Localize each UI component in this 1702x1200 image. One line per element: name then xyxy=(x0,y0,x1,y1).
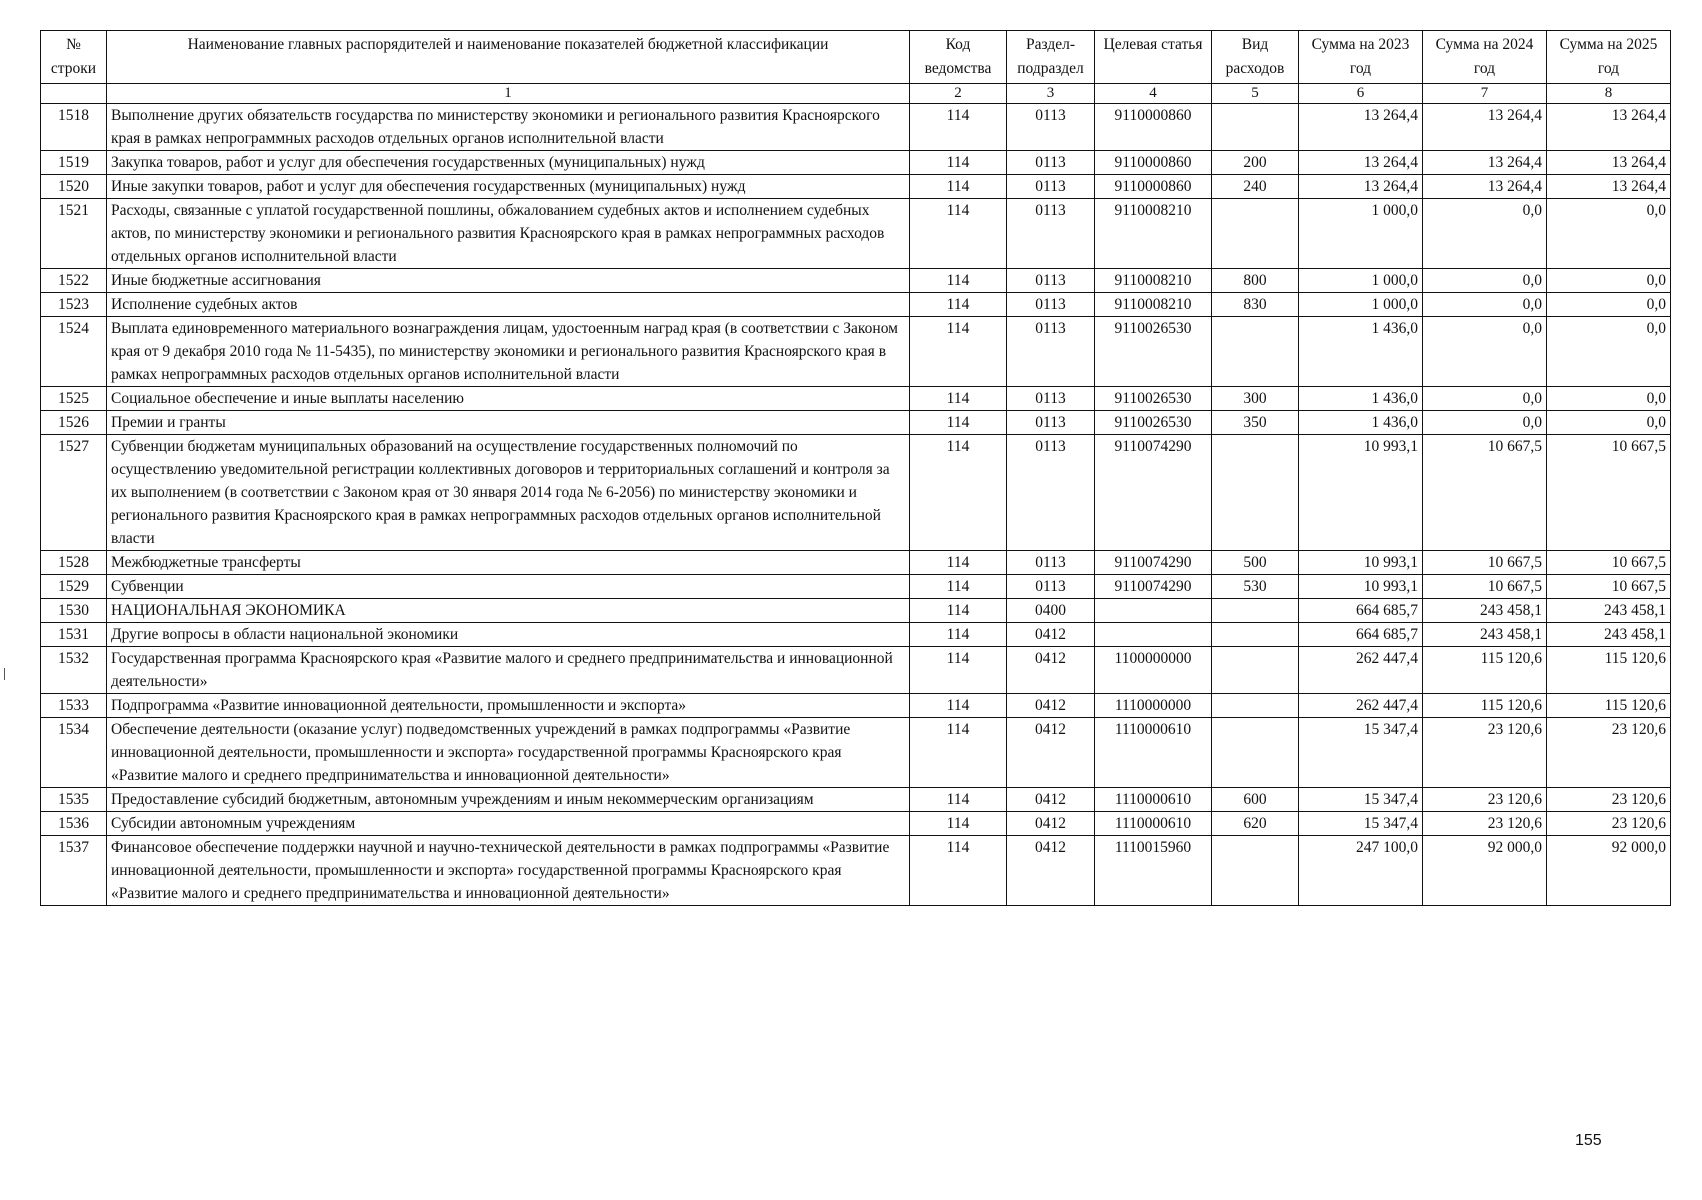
row-sum-2025: 115 120,6 xyxy=(1547,647,1671,694)
row-number: 1525 xyxy=(41,387,107,411)
header-dept-code: Код ведомства xyxy=(910,31,1007,84)
header-sum-2024: Сумма на 2024 год xyxy=(1423,31,1547,84)
row-dept-code: 114 xyxy=(910,788,1007,812)
row-expense-type xyxy=(1212,623,1299,647)
row-sum-2025: 243 458,1 xyxy=(1547,599,1671,623)
row-sum-2023: 15 347,4 xyxy=(1299,788,1423,812)
row-expense-type: 350 xyxy=(1212,411,1299,435)
row-sum-2025: 13 264,4 xyxy=(1547,151,1671,175)
row-expense-type xyxy=(1212,694,1299,718)
row-name: Другие вопросы в области национальной экономики xyxy=(107,623,910,647)
row-number: 1535 xyxy=(41,788,107,812)
row-target: 9110074290 xyxy=(1095,575,1212,599)
row-sum-2024: 92 000,0 xyxy=(1423,836,1547,906)
row-name: Субсидии автономным учреждениям xyxy=(107,812,910,836)
column-number: 6 xyxy=(1299,84,1423,104)
column-number: 3 xyxy=(1007,84,1095,104)
row-section: 0113 xyxy=(1007,435,1095,551)
row-sum-2025: 0,0 xyxy=(1547,387,1671,411)
row-sum-2024: 0,0 xyxy=(1423,387,1547,411)
row-target: 9110074290 xyxy=(1095,551,1212,575)
row-expense-type: 620 xyxy=(1212,812,1299,836)
budget-sheet xyxy=(40,30,1670,906)
row-sum-2024: 0,0 xyxy=(1423,293,1547,317)
row-sum-2024: 115 120,6 xyxy=(1423,647,1547,694)
row-name: Исполнение судебных актов xyxy=(107,293,910,317)
row-section: 0412 xyxy=(1007,836,1095,906)
row-sum-2025: 13 264,4 xyxy=(1547,104,1671,151)
row-sum-2023: 1 436,0 xyxy=(1299,387,1423,411)
row-sum-2023: 10 993,1 xyxy=(1299,435,1423,551)
row-name: Финансовое обеспечение поддержки научной и научно-технической деятельности в рамках подпрограммы «Развитие инновационной деятельности, промышленности и экспорта» государственной программы Красноярского края «Развитие малого и среднего предпринимательства и инновационной деятельности» xyxy=(107,836,910,906)
row-dept-code: 114 xyxy=(910,599,1007,623)
column-number: 7 xyxy=(1423,84,1547,104)
row-name: Премии и гранты xyxy=(107,411,910,435)
row-sum-2024: 23 120,6 xyxy=(1423,812,1547,836)
row-expense-type: 200 xyxy=(1212,151,1299,175)
column-number: 8 xyxy=(1547,84,1671,104)
row-number: 1524 xyxy=(41,317,107,387)
row-sum-2024: 0,0 xyxy=(1423,317,1547,387)
row-dept-code: 114 xyxy=(910,175,1007,199)
row-number: 1536 xyxy=(41,812,107,836)
row-target: 1110000610 xyxy=(1095,812,1212,836)
row-section: 0113 xyxy=(1007,575,1095,599)
row-expense-type xyxy=(1212,647,1299,694)
row-name: Государственная программа Красноярского края «Развитие малого и среднего предпринимательства и инновационной деятельности» xyxy=(107,647,910,694)
row-dept-code: 114 xyxy=(910,317,1007,387)
table-row xyxy=(41,199,1671,269)
table-row xyxy=(41,175,1671,199)
row-name: Подпрограмма «Развитие инновационной деятельности, промышленности и экспорта» xyxy=(107,694,910,718)
row-sum-2024: 23 120,6 xyxy=(1423,788,1547,812)
row-section: 0113 xyxy=(1007,175,1095,199)
row-sum-2025: 23 120,6 xyxy=(1547,812,1671,836)
row-target: 9110008210 xyxy=(1095,269,1212,293)
table-row xyxy=(41,812,1671,836)
table-row xyxy=(41,788,1671,812)
row-number: 1520 xyxy=(41,175,107,199)
row-sum-2025: 92 000,0 xyxy=(1547,836,1671,906)
page-number: 155 xyxy=(1575,1132,1602,1149)
row-target: 1110015960 xyxy=(1095,836,1212,906)
column-number xyxy=(41,84,107,104)
row-dept-code: 114 xyxy=(910,387,1007,411)
row-expense-type xyxy=(1212,718,1299,788)
row-sum-2024: 115 120,6 xyxy=(1423,694,1547,718)
table-row xyxy=(41,104,1671,151)
row-sum-2023: 1 000,0 xyxy=(1299,293,1423,317)
row-dept-code: 114 xyxy=(910,551,1007,575)
row-sum-2025: 115 120,6 xyxy=(1547,694,1671,718)
row-target: 9110026530 xyxy=(1095,387,1212,411)
row-section: 0113 xyxy=(1007,293,1095,317)
row-sum-2023: 1 000,0 xyxy=(1299,199,1423,269)
row-target xyxy=(1095,599,1212,623)
row-expense-type xyxy=(1212,104,1299,151)
row-name: Выполнение других обязательств государства по министерству экономики и регионального развития Красноярского края в рамках непрограммных расходов отдельных органов исполнительной власти xyxy=(107,104,910,151)
table-row xyxy=(41,694,1671,718)
row-sum-2024: 0,0 xyxy=(1423,411,1547,435)
row-expense-type: 830 xyxy=(1212,293,1299,317)
row-name: Субвенции xyxy=(107,575,910,599)
row-sum-2025: 23 120,6 xyxy=(1547,718,1671,788)
row-number: 1529 xyxy=(41,575,107,599)
row-number: 1519 xyxy=(41,151,107,175)
row-target: 1100000000 xyxy=(1095,647,1212,694)
row-sum-2024: 10 667,5 xyxy=(1423,575,1547,599)
column-number: 1 xyxy=(107,84,910,104)
row-name: Обеспечение деятельности (оказание услуг) подведомственных учреждений в рамках подпрограммы «Развитие инновационной деятельности, промышленности и экспорта» государственной программы Красноярского края «Развитие малого и среднего предпринимательства и инновационной деятельности» xyxy=(107,718,910,788)
row-target: 9110000860 xyxy=(1095,151,1212,175)
row-dept-code: 114 xyxy=(910,293,1007,317)
row-expense-type: 300 xyxy=(1212,387,1299,411)
header-expense-type: Вид расходов xyxy=(1212,31,1299,84)
row-sum-2024: 13 264,4 xyxy=(1423,104,1547,151)
row-dept-code: 114 xyxy=(910,812,1007,836)
row-sum-2023: 10 993,1 xyxy=(1299,551,1423,575)
row-expense-type xyxy=(1212,199,1299,269)
row-target: 9110008210 xyxy=(1095,199,1212,269)
row-sum-2023: 15 347,4 xyxy=(1299,718,1423,788)
row-section: 0113 xyxy=(1007,151,1095,175)
row-target: 1110000000 xyxy=(1095,694,1212,718)
table-row xyxy=(41,411,1671,435)
column-numbers-row xyxy=(41,84,1671,104)
row-sum-2023: 664 685,7 xyxy=(1299,599,1423,623)
row-sum-2025: 23 120,6 xyxy=(1547,788,1671,812)
row-dept-code: 114 xyxy=(910,836,1007,906)
margin-mark xyxy=(4,668,5,680)
row-sum-2023: 13 264,4 xyxy=(1299,104,1423,151)
row-target: 9110074290 xyxy=(1095,435,1212,551)
header-name: Наименование главных распорядителей и наименование показателей бюджетной классификации xyxy=(107,31,910,84)
row-target: 9110026530 xyxy=(1095,317,1212,387)
row-name: Закупка товаров, работ и услуг для обеспечения государственных (муниципальных) нужд xyxy=(107,151,910,175)
row-sum-2024: 23 120,6 xyxy=(1423,718,1547,788)
row-expense-type xyxy=(1212,317,1299,387)
row-dept-code: 114 xyxy=(910,647,1007,694)
row-sum-2024: 10 667,5 xyxy=(1423,435,1547,551)
row-dept-code: 114 xyxy=(910,575,1007,599)
table-row xyxy=(41,269,1671,293)
table-row xyxy=(41,599,1671,623)
row-number: 1534 xyxy=(41,718,107,788)
row-sum-2023: 664 685,7 xyxy=(1299,623,1423,647)
row-dept-code: 114 xyxy=(910,199,1007,269)
column-number: 4 xyxy=(1095,84,1212,104)
row-dept-code: 114 xyxy=(910,411,1007,435)
row-number: 1531 xyxy=(41,623,107,647)
table-row xyxy=(41,387,1671,411)
row-expense-type xyxy=(1212,599,1299,623)
row-number: 1533 xyxy=(41,694,107,718)
row-dept-code: 114 xyxy=(910,623,1007,647)
row-dept-code: 114 xyxy=(910,269,1007,293)
row-dept-code: 114 xyxy=(910,694,1007,718)
row-sum-2025: 13 264,4 xyxy=(1547,175,1671,199)
row-name: Предоставление субсидий бюджетным, автономным учреждениям и иным некоммерческим организациям xyxy=(107,788,910,812)
row-expense-type xyxy=(1212,836,1299,906)
row-sum-2025: 10 667,5 xyxy=(1547,575,1671,599)
row-name: Расходы, связанные с уплатой государственной пошлины, обжалованием судебных актов и исполнением судебных актов, по министерству экономики и регионального развития Красноярского края в рамках непрограммных расходов отдельных органов исполнительной власти xyxy=(107,199,910,269)
row-sum-2025: 243 458,1 xyxy=(1547,623,1671,647)
row-name: Иные бюджетные ассигнования xyxy=(107,269,910,293)
row-target: 1110000610 xyxy=(1095,788,1212,812)
row-sum-2025: 0,0 xyxy=(1547,269,1671,293)
row-sum-2024: 243 458,1 xyxy=(1423,623,1547,647)
row-section: 0400 xyxy=(1007,599,1095,623)
row-sum-2023: 1 000,0 xyxy=(1299,269,1423,293)
row-sum-2023: 247 100,0 xyxy=(1299,836,1423,906)
header-sum-2025: Сумма на 2025 год xyxy=(1547,31,1671,84)
row-sum-2025: 10 667,5 xyxy=(1547,435,1671,551)
table-row xyxy=(41,575,1671,599)
row-number: 1530 xyxy=(41,599,107,623)
row-name: Иные закупки товаров, работ и услуг для обеспечения государственных (муниципальных) нужд xyxy=(107,175,910,199)
table-row xyxy=(41,293,1671,317)
row-number: 1522 xyxy=(41,269,107,293)
row-expense-type: 530 xyxy=(1212,575,1299,599)
row-name: НАЦИОНАЛЬНАЯ ЭКОНОМИКА xyxy=(107,599,910,623)
table-row xyxy=(41,551,1671,575)
row-name: Социальное обеспечение и иные выплаты населению xyxy=(107,387,910,411)
budget-table-body xyxy=(41,104,1671,906)
row-expense-type: 800 xyxy=(1212,269,1299,293)
row-sum-2023: 262 447,4 xyxy=(1299,647,1423,694)
row-section: 0412 xyxy=(1007,694,1095,718)
row-name: Выплата единовременного материального вознаграждения лицам, удостоенным наград края (в соответствии с Законом края от 9 декабря 2010 года № 11-5435), по министерству экономики и регионального развития Красноярского края в рамках непрограммных расходов отдельных органов исполнительной власти xyxy=(107,317,910,387)
column-number: 5 xyxy=(1212,84,1299,104)
row-number: 1532 xyxy=(41,647,107,694)
row-section: 0412 xyxy=(1007,623,1095,647)
row-sum-2024: 0,0 xyxy=(1423,269,1547,293)
row-sum-2025: 0,0 xyxy=(1547,411,1671,435)
budget-table xyxy=(40,30,1671,906)
header-section: Раздел-подраздел xyxy=(1007,31,1095,84)
row-sum-2023: 15 347,4 xyxy=(1299,812,1423,836)
row-name: Межбюджетные трансферты xyxy=(107,551,910,575)
row-number: 1526 xyxy=(41,411,107,435)
table-row xyxy=(41,151,1671,175)
header-row xyxy=(41,31,1671,84)
row-expense-type: 600 xyxy=(1212,788,1299,812)
row-sum-2024: 13 264,4 xyxy=(1423,175,1547,199)
row-section: 0113 xyxy=(1007,269,1095,293)
row-sum-2023: 1 436,0 xyxy=(1299,317,1423,387)
row-section: 0113 xyxy=(1007,104,1095,151)
header-row-no: № строки xyxy=(41,31,107,84)
row-number: 1518 xyxy=(41,104,107,151)
row-section: 0113 xyxy=(1007,317,1095,387)
row-sum-2025: 10 667,5 xyxy=(1547,551,1671,575)
row-dept-code: 114 xyxy=(910,104,1007,151)
row-sum-2025: 0,0 xyxy=(1547,293,1671,317)
row-target: 9110026530 xyxy=(1095,411,1212,435)
row-sum-2024: 10 667,5 xyxy=(1423,551,1547,575)
header-sum-2023: Сумма на 2023 год xyxy=(1299,31,1423,84)
row-dept-code: 114 xyxy=(910,435,1007,551)
row-number: 1523 xyxy=(41,293,107,317)
row-section: 0412 xyxy=(1007,812,1095,836)
row-expense-type: 500 xyxy=(1212,551,1299,575)
row-sum-2025: 0,0 xyxy=(1547,199,1671,269)
row-expense-type xyxy=(1212,435,1299,551)
row-name: Субвенции бюджетам муниципальных образований на осуществление государственных полномочий по осуществлению уведомительной регистрации коллективных договоров и территориальных соглашений и контроля за их выполнением (в соответствии с Законом края от 30 января 2014 года № 6-2056) по министерству экономики и регионального развития Красноярского края в рамках непрограммных расходов отдельных органов исполнительной власти xyxy=(107,435,910,551)
row-expense-type: 240 xyxy=(1212,175,1299,199)
row-number: 1521 xyxy=(41,199,107,269)
row-section: 0412 xyxy=(1007,647,1095,694)
row-section: 0113 xyxy=(1007,411,1095,435)
row-target xyxy=(1095,623,1212,647)
row-sum-2024: 13 264,4 xyxy=(1423,151,1547,175)
row-section: 0113 xyxy=(1007,551,1095,575)
row-sum-2024: 243 458,1 xyxy=(1423,599,1547,623)
row-sum-2023: 10 993,1 xyxy=(1299,575,1423,599)
table-row xyxy=(41,623,1671,647)
row-target: 9110008210 xyxy=(1095,293,1212,317)
row-section: 0113 xyxy=(1007,387,1095,411)
row-dept-code: 114 xyxy=(910,718,1007,788)
table-row xyxy=(41,647,1671,694)
table-row xyxy=(41,317,1671,387)
column-number: 2 xyxy=(910,84,1007,104)
table-row xyxy=(41,718,1671,788)
row-target: 1110000610 xyxy=(1095,718,1212,788)
row-section: 0412 xyxy=(1007,718,1095,788)
row-sum-2023: 13 264,4 xyxy=(1299,151,1423,175)
row-number: 1528 xyxy=(41,551,107,575)
row-number: 1527 xyxy=(41,435,107,551)
row-target: 9110000860 xyxy=(1095,175,1212,199)
row-target: 9110000860 xyxy=(1095,104,1212,151)
row-sum-2023: 262 447,4 xyxy=(1299,694,1423,718)
row-section: 0412 xyxy=(1007,788,1095,812)
row-dept-code: 114 xyxy=(910,151,1007,175)
row-section: 0113 xyxy=(1007,199,1095,269)
row-sum-2025: 0,0 xyxy=(1547,317,1671,387)
row-sum-2023: 13 264,4 xyxy=(1299,175,1423,199)
row-sum-2023: 1 436,0 xyxy=(1299,411,1423,435)
header-target: Целевая статья xyxy=(1095,31,1212,84)
table-row xyxy=(41,435,1671,551)
row-number: 1537 xyxy=(41,836,107,906)
row-sum-2024: 0,0 xyxy=(1423,199,1547,269)
table-row xyxy=(41,836,1671,906)
